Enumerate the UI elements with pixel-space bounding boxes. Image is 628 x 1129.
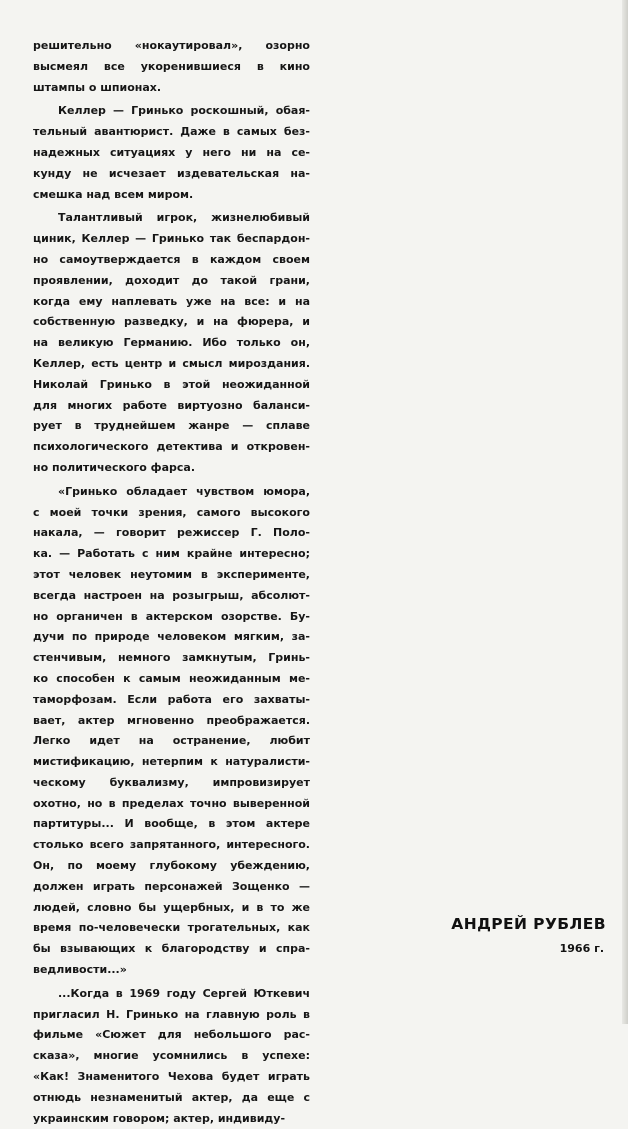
text-line: но самоутверждается в каждом своем bbox=[33, 252, 310, 266]
text-line: Николай Гринько в этой неожиданной bbox=[33, 377, 310, 391]
text-line: украинским говором; актер, индивиду- bbox=[33, 1111, 286, 1125]
text-line: смешка над всем миром. bbox=[33, 187, 194, 201]
text-line: «Как! Знаменитого Чехова будет играть bbox=[33, 1070, 310, 1084]
text-line: циник, Келлер — Гринько так беспардон- bbox=[33, 232, 310, 246]
text-line: Келлер, есть центр и смысл мироздания. bbox=[33, 356, 310, 370]
text-line: стенчивым, немного замкнутым, Гринь- bbox=[33, 651, 310, 665]
text-line: ко способен к самым неожиданным ме- bbox=[33, 671, 310, 685]
text-line: столько всего запрятанного, интересного. bbox=[33, 838, 310, 852]
text-line: Талантливый игрок, жизнелюбивый bbox=[58, 211, 310, 225]
page-edge bbox=[622, 0, 628, 1024]
text-line: пригласил Н. Гринько на главную роль в bbox=[33, 1007, 310, 1021]
text-line: решительно «нокаутировал», озорно bbox=[33, 39, 310, 52]
text-line: кунду не исчезает издевательская на- bbox=[33, 166, 310, 180]
text-line: фильме «Сюжет для небольшого рас- bbox=[33, 1028, 310, 1042]
text-line: время по-человечески трогательных, как bbox=[33, 921, 310, 935]
text-line: но органичен в актерском озорстве. Бу- bbox=[33, 609, 310, 623]
text-line: дучи по природе человеком мягким, за- bbox=[33, 630, 310, 644]
article-paragraph bbox=[33, 36, 310, 98]
text-line: когда ему наплевать уже на все: и на bbox=[33, 294, 310, 308]
article-paragraph bbox=[33, 984, 310, 1129]
text-line: всегда настроен на розыгрыш, абсолют- bbox=[33, 588, 310, 602]
text-line: надежных ситуациях у него ни на се- bbox=[33, 145, 310, 159]
text-line: на великую Германию. Ибо только он, bbox=[33, 336, 310, 350]
article-paragraph bbox=[33, 101, 310, 205]
text-line: таморфозам. Если работа его захваты- bbox=[33, 692, 310, 706]
text-line: для многих работе виртуозно баланси- bbox=[33, 398, 310, 412]
film-title: АНДРЕЙ РУБЛЕВ bbox=[451, 915, 606, 933]
text-line: накала, — говорит режиссер Г. Поло- bbox=[33, 526, 310, 540]
text-line: рует в труднейшем жанре — сплаве bbox=[33, 419, 310, 433]
text-line: бы взывающих к благородству и спра- bbox=[33, 942, 310, 956]
text-line: высмеял все укоренившиеся в кино bbox=[33, 59, 310, 73]
text-line: Келлер — Гринько роскошный, обая- bbox=[58, 104, 310, 118]
text-line: охотно, но в пределах точно выверенной bbox=[33, 796, 310, 810]
text-line: с моей точки зрения, самого высокого bbox=[33, 505, 310, 519]
text-line: сказа», многие усомнились в успехе: bbox=[33, 1049, 310, 1063]
text-line: тельный авантюрист. Даже в самых без- bbox=[33, 125, 310, 139]
text-line: ведливости...» bbox=[33, 963, 127, 977]
text-line: ...Когда в 1969 году Сергей Юткевич bbox=[58, 986, 310, 1000]
article-column bbox=[33, 36, 310, 1129]
article-paragraph bbox=[33, 482, 310, 981]
text-line: психологического детектива и откровен- bbox=[33, 440, 310, 454]
text-line: отнюдь незнаменитый актер, да еще с bbox=[33, 1090, 310, 1104]
text-line: ка. — Работать с ним крайне интересно; bbox=[33, 547, 310, 561]
text-line: проявлении, доходит до такой грани, bbox=[33, 273, 310, 287]
text-line: этот человек неутомим в эксперименте, bbox=[33, 567, 310, 581]
text-line: вает, актер мгновенно преображается. bbox=[33, 713, 310, 727]
text-line: Легко идет на остранение, любит bbox=[33, 734, 310, 748]
text-line: должен играть персонажей Зощенко — bbox=[33, 879, 310, 893]
text-line: «Гринько обладает чувством юмора, bbox=[58, 484, 310, 498]
text-line: Он, по моему глубокому убеждению, bbox=[33, 859, 310, 873]
film-year: 1966 г. bbox=[559, 942, 604, 955]
text-line: ческому буквализму, импровизирует bbox=[33, 775, 310, 789]
text-line: людей, словно бы ущербных, и в то же bbox=[33, 900, 310, 914]
text-line: мистификацию, нетерпим к натуралисти- bbox=[33, 755, 310, 769]
article-paragraph bbox=[33, 208, 310, 478]
text-line: собственную разведку, и на фюрера, и bbox=[33, 315, 310, 329]
text-line: штампы о шпионах. bbox=[33, 80, 162, 94]
text-line: партитуры... И вообще, в этом актере bbox=[33, 817, 310, 831]
text-line: но политического фарса. bbox=[33, 460, 196, 474]
